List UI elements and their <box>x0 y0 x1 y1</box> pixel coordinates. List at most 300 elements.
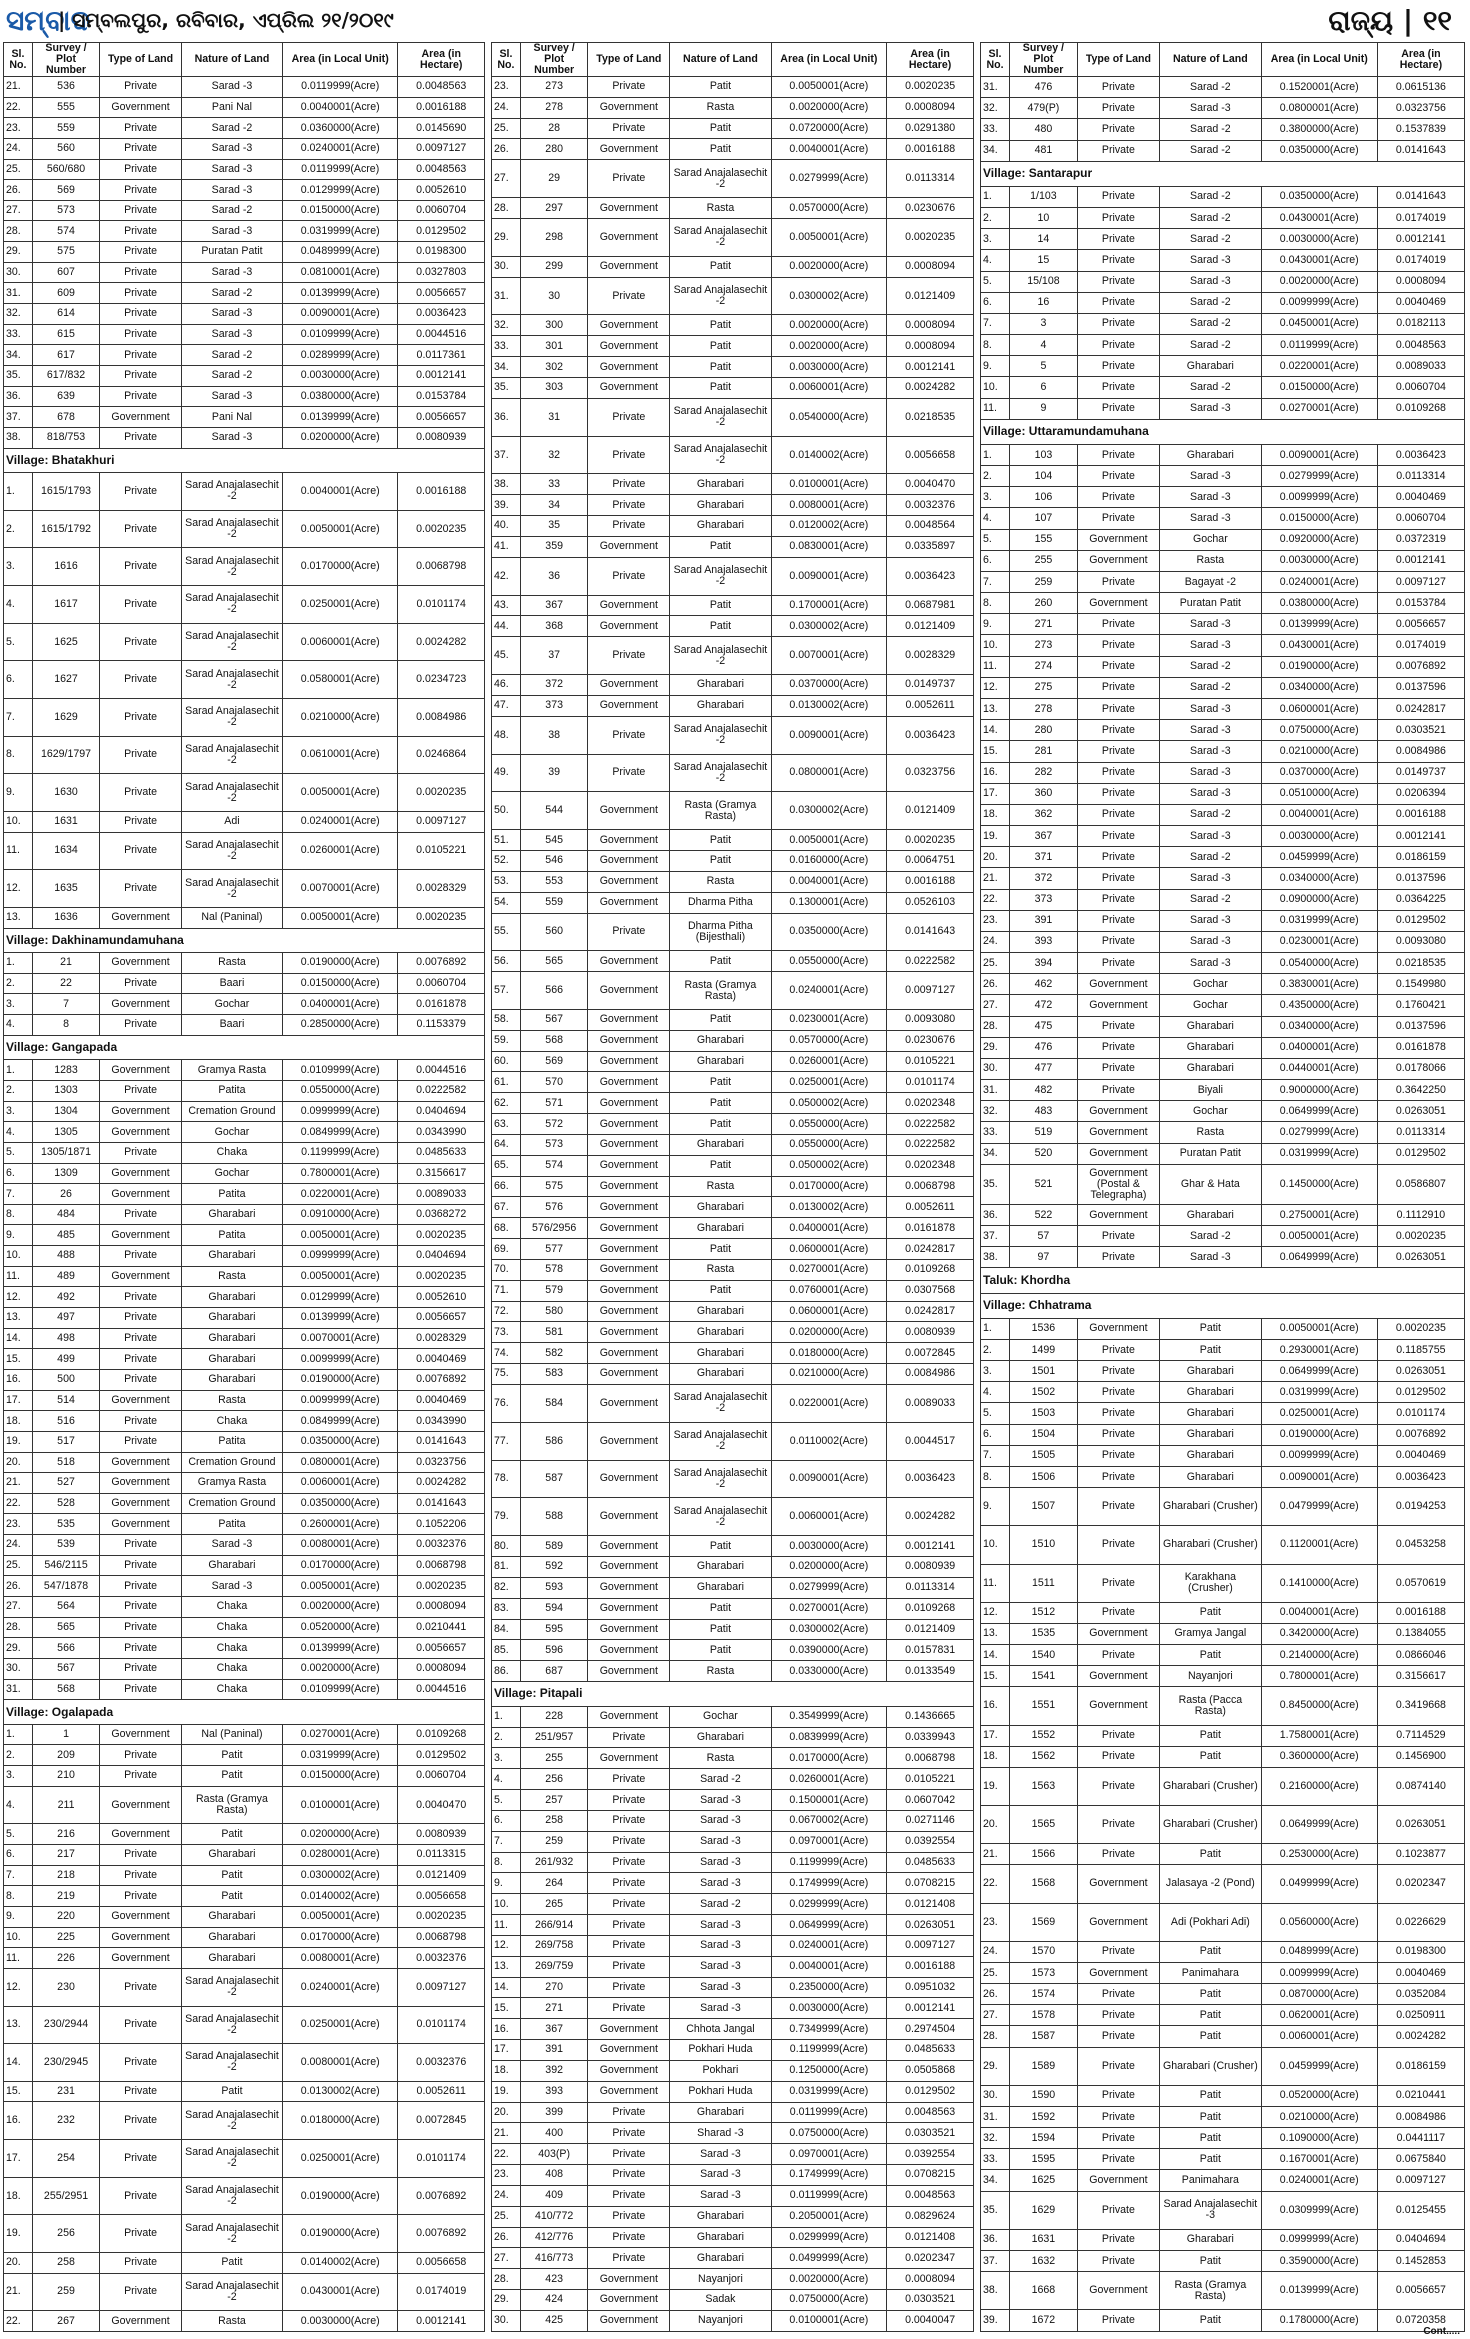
serial-number: 61. <box>492 1072 521 1093</box>
column-header: Area (in Hectare) <box>398 43 485 77</box>
type-of-land: Government <box>588 336 670 357</box>
type-of-land: Private <box>588 754 670 792</box>
table-row <box>981 1339 1465 1360</box>
table-row <box>981 1984 1465 2005</box>
table-row <box>4 1411 485 1432</box>
nature-of-land: Sarad Anajalasechit -2 <box>670 716 771 754</box>
nature-of-land: Rasta <box>181 2311 282 2332</box>
type-of-land: Government <box>1077 995 1159 1016</box>
area-local-unit: 0.0150000(Acre) <box>282 200 397 221</box>
serial-number: 8. <box>981 335 1010 356</box>
nature-of-land: Gochar <box>1160 529 1262 550</box>
area-local-unit: 0.1250000(Acre) <box>771 2060 887 2081</box>
area-local-unit: 0.0270001(Acre) <box>771 1259 887 1280</box>
area-local-unit: 0.0210000(Acre) <box>771 1364 887 1385</box>
nature-of-land: Patit <box>670 336 771 357</box>
survey-plot-number: 31 <box>520 398 587 436</box>
nature-of-land: Patit <box>181 1886 282 1907</box>
nature-of-land: Rasta <box>1160 1122 1262 1143</box>
area-local-unit: 0.0090001(Acre) <box>771 557 887 595</box>
serial-number: 55. <box>492 913 521 951</box>
area-hectare: 0.0210441 <box>398 1617 485 1638</box>
serial-number: 2. <box>492 1727 521 1748</box>
area-hectare: 0.0161878 <box>887 1218 974 1239</box>
survey-plot-number: 568 <box>32 1679 99 1700</box>
survey-plot-number: 569 <box>520 1051 587 1072</box>
serial-number: 5. <box>4 1142 33 1163</box>
area-hectare: 0.0020235 <box>398 1576 485 1597</box>
area-hectare: 0.1456900 <box>1377 1746 1464 1767</box>
nature-of-land: Chaka <box>181 1142 282 1163</box>
serial-number: 41. <box>492 536 521 557</box>
survey-plot-number: 577 <box>520 1239 587 1260</box>
area-hectare: 0.3642250 <box>1377 1080 1464 1101</box>
survey-plot-number: 6 <box>1010 377 1078 398</box>
area-local-unit: 0.0800001(Acre) <box>771 754 887 792</box>
serial-number: 45. <box>492 637 521 675</box>
table-row <box>492 1498 974 1536</box>
type-of-land: Private <box>588 2248 670 2269</box>
serial-number: 10. <box>981 1526 1010 1564</box>
type-of-land: Private <box>1077 229 1159 250</box>
serial-number: 27. <box>492 160 521 198</box>
table-row <box>492 1239 974 1260</box>
nature-of-land: Sarad -3 <box>181 324 282 345</box>
survey-plot-number: 574 <box>32 221 99 242</box>
type-of-land: Private <box>1077 466 1159 487</box>
survey-plot-number: 1 <box>32 1724 99 1745</box>
table-row <box>4 1535 485 1556</box>
serial-number: 21. <box>981 1844 1010 1865</box>
survey-plot-number: 255 <box>1010 550 1078 571</box>
area-local-unit: 0.0340000(Acre) <box>1261 677 1377 698</box>
table-row <box>492 139 974 160</box>
area-hectare: 0.0008094 <box>887 336 974 357</box>
area-hectare: 0.3156617 <box>398 1163 485 1184</box>
type-of-land: Private <box>100 1968 182 2006</box>
type-of-land: Government <box>588 315 670 336</box>
nature-of-land: Gochar <box>670 1706 771 1727</box>
area-local-unit: 0.0600001(Acre) <box>771 1239 887 1260</box>
survey-plot-number: 1512 <box>1010 1602 1078 1623</box>
serial-number: 23. <box>981 910 1010 931</box>
serial-number: 59. <box>492 1030 521 1051</box>
serial-number: 27. <box>981 2005 1010 2026</box>
serial-number: 24. <box>4 138 33 159</box>
serial-number: 2. <box>981 1339 1010 1360</box>
serial-number: 57. <box>492 972 521 1010</box>
area-local-unit: 0.0030000(Acre) <box>282 365 397 386</box>
survey-plot-number: 596 <box>520 1640 587 1661</box>
serial-number: 5. <box>981 529 1010 550</box>
table-row <box>4 1845 485 1866</box>
area-local-unit: 0.0099999(Acre) <box>1261 487 1377 508</box>
nature-of-land: Gharabari <box>670 495 771 516</box>
serial-number: 15. <box>981 1666 1010 1687</box>
area-hectare: 0.0109268 <box>398 1724 485 1745</box>
area-hectare: 0.0012141 <box>887 1536 974 1557</box>
area-local-unit: 0.0499999(Acre) <box>771 2248 887 2269</box>
serial-number: 34. <box>492 357 521 378</box>
type-of-land: Private <box>100 832 182 870</box>
type-of-land: Private <box>100 1411 182 1432</box>
table-row <box>492 2269 974 2290</box>
table-row <box>4 1724 485 1745</box>
area-local-unit: 0.0500002(Acre) <box>771 1155 887 1176</box>
area-local-unit: 0.0170000(Acre) <box>771 1176 887 1197</box>
survey-plot-number: 575 <box>520 1176 587 1197</box>
serial-number: 29. <box>492 218 521 256</box>
area-hectare: 0.0121408 <box>887 2227 974 2248</box>
serial-number: 14. <box>981 1645 1010 1666</box>
area-local-unit: 0.0090001(Acre) <box>1261 1467 1377 1488</box>
area-hectare: 0.0093080 <box>1377 931 1464 952</box>
area-local-unit: 0.0240001(Acre) <box>282 1968 397 2006</box>
serial-number: 37. <box>981 2250 1010 2271</box>
nature-of-land: Rasta <box>181 1266 282 1287</box>
type-of-land: Government <box>100 1824 182 1845</box>
area-local-unit: 0.0319999(Acre) <box>1261 1382 1377 1403</box>
area-local-unit: 0.0120002(Acre) <box>771 516 887 537</box>
type-of-land: Government <box>588 1114 670 1135</box>
table-row <box>492 315 974 336</box>
type-of-land: Private <box>1077 1016 1159 1037</box>
nature-of-land: Sarad -3 <box>1160 508 1262 529</box>
nature-of-land: Sarad -3 <box>1160 826 1262 847</box>
table-row <box>981 931 1465 952</box>
type-of-land: Private <box>100 1617 182 1638</box>
table-row <box>492 1769 974 1790</box>
type-of-land: Government <box>588 1706 670 1727</box>
area-hectare: 0.0206394 <box>1377 783 1464 804</box>
type-of-land: Private <box>100 1431 182 1452</box>
nature-of-land: Sarad Anajalasechit -2 <box>181 2177 282 2215</box>
column-header: Area (in Local Unit) <box>771 43 887 77</box>
serial-number: 20. <box>492 2102 521 2123</box>
type-of-land: Private <box>588 1956 670 1977</box>
type-of-land: Private <box>588 516 670 537</box>
serial-number: 47. <box>492 695 521 716</box>
serial-number: 15. <box>4 1349 33 1370</box>
table-row <box>4 2006 485 2044</box>
survey-plot-number: 617/832 <box>32 365 99 386</box>
nature-of-land: Sarad Anajalasechit -2 <box>181 548 282 586</box>
serial-number: 31. <box>981 2106 1010 2127</box>
nature-of-land: Gharabari <box>181 1906 282 1927</box>
type-of-land: Private <box>1077 1058 1159 1079</box>
nature-of-land: Sarad -3 <box>181 262 282 283</box>
area-hectare: 0.0109268 <box>887 1598 974 1619</box>
table-row <box>981 1564 1465 1602</box>
area-local-unit: 0.0849999(Acre) <box>282 1411 397 1432</box>
serial-number: 6. <box>492 1810 521 1831</box>
type-of-land: Private <box>1077 1564 1159 1602</box>
survey-plot-number: 393 <box>1010 931 1078 952</box>
serial-number: 17. <box>981 1725 1010 1746</box>
area-local-unit: 0.0380000(Acre) <box>1261 593 1377 614</box>
type-of-land: Government <box>588 2269 670 2290</box>
area-local-unit: 0.0839999(Acre) <box>771 1727 887 1748</box>
table-row <box>492 377 974 398</box>
table-row <box>981 677 1465 698</box>
area-hectare: 0.1537839 <box>1377 119 1464 140</box>
nature-of-land: Sarad -3 <box>670 1873 771 1894</box>
area-hectare: 0.0064751 <box>887 851 974 872</box>
area-hectare: 0.0060704 <box>1377 377 1464 398</box>
area-hectare: 0.0250911 <box>1377 2005 1464 2026</box>
type-of-land: Government <box>100 1184 182 1205</box>
serial-number: 8. <box>492 1852 521 1873</box>
nature-of-land: Patit <box>670 1619 771 1640</box>
serial-number: 11. <box>492 1915 521 1936</box>
area-hectare: 0.0105221 <box>398 832 485 870</box>
type-of-land: Government <box>1077 1143 1159 1164</box>
type-of-land: Private <box>588 2227 670 2248</box>
nature-of-land: Gharabari <box>670 1134 771 1155</box>
type-of-land: Government <box>588 1280 670 1301</box>
serial-number: 2. <box>4 510 33 548</box>
area-hectare: 0.0109268 <box>887 1259 974 1280</box>
nature-of-land: Sarad Anajalasechit -2 <box>181 2102 282 2140</box>
type-of-land: Private <box>1077 208 1159 229</box>
area-hectare: 0.0263051 <box>1377 1806 1464 1844</box>
area-hectare: 0.1112910 <box>1377 1204 1464 1225</box>
area-hectare: 0.0093080 <box>887 1009 974 1030</box>
area-local-unit: 0.0020000(Acre) <box>771 2269 887 2290</box>
area-local-unit: 0.0350000(Acre) <box>1261 186 1377 207</box>
survey-plot-number: 485 <box>32 1225 99 1246</box>
area-local-unit: 0.0130002(Acre) <box>771 695 887 716</box>
area-local-unit: 0.0030000(Acre) <box>771 1998 887 2019</box>
table-row <box>4 1142 485 1163</box>
type-of-land: Private <box>100 973 182 994</box>
nature-of-land: Sarad Anajalasechit -2 <box>181 774 282 812</box>
serial-number: 6. <box>4 661 33 699</box>
area-hectare: 0.0016188 <box>398 473 485 511</box>
area-local-unit: 0.0400001(Acre) <box>771 1218 887 1239</box>
serial-number: 16. <box>4 2102 33 2140</box>
survey-plot-number: 1303 <box>32 1080 99 1101</box>
survey-plot-number: 393 <box>520 2081 587 2102</box>
survey-plot-number: 571 <box>520 1093 587 1114</box>
area-local-unit: 0.3830001(Acre) <box>1261 974 1377 995</box>
area-hectare: 0.0020235 <box>887 77 974 98</box>
area-local-unit: 0.1090000(Acre) <box>1261 2128 1377 2149</box>
area-local-unit: 0.0240001(Acre) <box>771 972 887 1010</box>
area-hectare: 0.0368272 <box>398 1204 485 1225</box>
table-row <box>4 283 485 304</box>
area-local-unit: 0.0050001(Acre) <box>1261 1226 1377 1247</box>
table-row <box>981 250 1465 271</box>
serial-number: 42. <box>492 557 521 595</box>
serial-number: 34. <box>981 140 1010 161</box>
type-of-land: Government <box>100 1927 182 1948</box>
survey-plot-number: 545 <box>520 830 587 851</box>
table-row <box>4 2311 485 2332</box>
nature-of-land: Sarad -2 <box>181 345 282 366</box>
area-local-unit: 0.0300002(Acre) <box>282 1865 397 1886</box>
table-row <box>4 1287 485 1308</box>
type-of-land: Government <box>100 1514 182 1535</box>
area-local-unit: 0.0040001(Acre) <box>771 871 887 892</box>
nature-of-land: Gharabari <box>1160 1058 1262 1079</box>
area-hectare: 0.0186159 <box>1377 847 1464 868</box>
area-hectare: 0.0008094 <box>887 315 974 336</box>
area-local-unit: 0.0190000(Acre) <box>1261 1424 1377 1445</box>
type-of-land: Government <box>100 1101 182 1122</box>
village-heading: Village: Gangapada <box>4 1035 485 1060</box>
type-of-land: Government <box>1077 1122 1159 1143</box>
area-hectare: 0.0101174 <box>887 1072 974 1093</box>
area-local-unit: 0.0020000(Acre) <box>771 97 887 118</box>
survey-plot-number: 547/1878 <box>32 1576 99 1597</box>
nature-of-land: Gharabari <box>181 1948 282 1969</box>
type-of-land: Private <box>1077 377 1159 398</box>
area-local-unit: 0.0040001(Acre) <box>771 1956 887 1977</box>
area-hectare: 0.0202348 <box>887 1155 974 1176</box>
area-local-unit: 0.7800001(Acre) <box>282 1163 397 1184</box>
table-row <box>981 229 1465 250</box>
type-of-land: Private <box>1077 2047 1159 2085</box>
survey-plot-number: 1305 <box>32 1122 99 1143</box>
area-local-unit: 0.0070001(Acre) <box>282 870 397 908</box>
table-row <box>981 1666 1465 1687</box>
survey-plot-number: 231 <box>32 2081 99 2102</box>
area-hectare: 0.0222582 <box>887 1134 974 1155</box>
nature-of-land: Gharabari <box>181 1287 282 1308</box>
survey-plot-number: 107 <box>1010 508 1078 529</box>
survey-plot-number: 257 <box>520 1790 587 1811</box>
table-row <box>4 324 485 345</box>
nature-of-land: Sarad -3 <box>1160 1247 1262 1268</box>
survey-plot-number: 29 <box>520 160 587 198</box>
survey-plot-number: 1636 <box>32 907 99 928</box>
nature-of-land: Gharabari <box>670 1218 771 1239</box>
area-local-unit: 0.2160000(Acre) <box>1261 1767 1377 1805</box>
survey-plot-number: 593 <box>520 1577 587 1598</box>
area-local-unit: 0.0849999(Acre) <box>282 1122 397 1143</box>
survey-plot-number: 299 <box>520 256 587 277</box>
serial-number: 17. <box>981 783 1010 804</box>
area-local-unit: 0.0250001(Acre) <box>1261 1403 1377 1424</box>
serial-number: 23. <box>4 118 33 139</box>
area-local-unit: 0.0459999(Acre) <box>1261 2047 1377 2085</box>
table-row <box>4 973 485 994</box>
area-hectare: 0.0020235 <box>398 1906 485 1927</box>
table-row <box>4 1514 485 1535</box>
serial-number: 26. <box>4 180 33 201</box>
serial-number: 21. <box>4 77 33 98</box>
area-local-unit: 0.0550000(Acre) <box>771 951 887 972</box>
area-hectare: 0.0303521 <box>1377 720 1464 741</box>
nature-of-land: Sarad -3 <box>1160 250 1262 271</box>
area-local-unit: 0.0649999(Acre) <box>1261 1361 1377 1382</box>
area-local-unit: 0.0030000(Acre) <box>282 2311 397 2332</box>
type-of-land: Private <box>588 1977 670 1998</box>
nature-of-land: Nayanjori <box>670 2310 771 2331</box>
type-of-land: Government <box>588 377 670 398</box>
area-hectare: 0.0056657 <box>398 1308 485 1329</box>
serial-number: 68. <box>492 1218 521 1239</box>
survey-plot-number: 15/108 <box>1010 271 1078 292</box>
nature-of-land: Sarad -2 <box>670 1894 771 1915</box>
survey-plot-number: 488 <box>32 1246 99 1267</box>
serial-number: 44. <box>492 616 521 637</box>
area-hectare: 0.0570619 <box>1377 1564 1464 1602</box>
table-row <box>492 675 974 696</box>
nature-of-land: Rasta <box>670 871 771 892</box>
table-row <box>4 994 485 1015</box>
serial-number: 36. <box>4 386 33 407</box>
nature-of-land: Gochar <box>1160 995 1262 1016</box>
area-hectare: 0.0048563 <box>887 2185 974 2206</box>
column-header: Survey / Plot Number <box>32 43 99 77</box>
table-row <box>981 889 1465 910</box>
table-row <box>492 1259 974 1280</box>
table-row <box>492 716 974 754</box>
area-hectare: 0.0080939 <box>398 427 485 448</box>
table-row <box>492 1460 974 1498</box>
area-hectare: 0.0008094 <box>398 1658 485 1679</box>
survey-plot-number: 575 <box>32 242 99 263</box>
area-local-unit: 0.0220001(Acre) <box>282 1184 397 1205</box>
area-local-unit: 0.0200000(Acre) <box>282 427 397 448</box>
serial-number: 19. <box>981 1767 1010 1805</box>
type-of-land: Government <box>588 1009 670 1030</box>
nature-of-land: Sarad -2 <box>181 365 282 386</box>
survey-plot-number: 57 <box>1010 1226 1078 1247</box>
area-local-unit: 0.0370000(Acre) <box>1261 762 1377 783</box>
nature-of-land: Patita <box>181 1514 282 1535</box>
nature-of-land: Rasta <box>670 1748 771 1769</box>
area-local-unit: 0.0240001(Acre) <box>771 1935 887 1956</box>
nature-of-land: Patit <box>670 1009 771 1030</box>
type-of-land: Government <box>588 1364 670 1385</box>
nature-of-land: Rasta (Gramya Rasta) <box>1160 2272 1262 2310</box>
type-of-land: Private <box>1077 1844 1159 1865</box>
survey-plot-number: 104 <box>1010 466 1078 487</box>
survey-plot-number: 559 <box>32 118 99 139</box>
serial-number: 52. <box>492 851 521 872</box>
table-row <box>492 1790 974 1811</box>
table-row <box>981 1403 1465 1424</box>
area-hectare: 0.0032376 <box>398 1948 485 1969</box>
area-local-unit: 0.0250001(Acre) <box>771 1072 887 1093</box>
type-of-land: Private <box>588 474 670 495</box>
nature-of-land: Sarad -3 <box>1160 910 1262 931</box>
survey-plot-number: 255 <box>520 1748 587 1769</box>
serial-number: 8. <box>4 1886 33 1907</box>
table-row <box>981 656 1465 677</box>
area-hectare: 0.0874140 <box>1377 1767 1464 1805</box>
survey-plot-number: 3 <box>1010 313 1078 334</box>
nature-of-land: Sarad Anajalasechit -2 <box>670 754 771 792</box>
table-row <box>4 1766 485 1787</box>
survey-plot-number: 1541 <box>1010 1666 1078 1687</box>
type-of-land: Private <box>100 345 182 366</box>
survey-plot-number: 678 <box>32 407 99 428</box>
table-row <box>4 2140 485 2178</box>
table-row <box>981 2128 1465 2149</box>
area-hectare: 0.0024282 <box>887 1498 974 1536</box>
type-of-land: Government <box>588 218 670 256</box>
type-of-land: Private <box>1077 762 1159 783</box>
area-local-unit: 0.0299999(Acre) <box>771 1894 887 1915</box>
type-of-land: Private <box>100 118 182 139</box>
serial-number: 20. <box>981 847 1010 868</box>
area-local-unit: 0.0580001(Acre) <box>282 661 397 699</box>
area-hectare: 0.1549980 <box>1377 974 1464 995</box>
